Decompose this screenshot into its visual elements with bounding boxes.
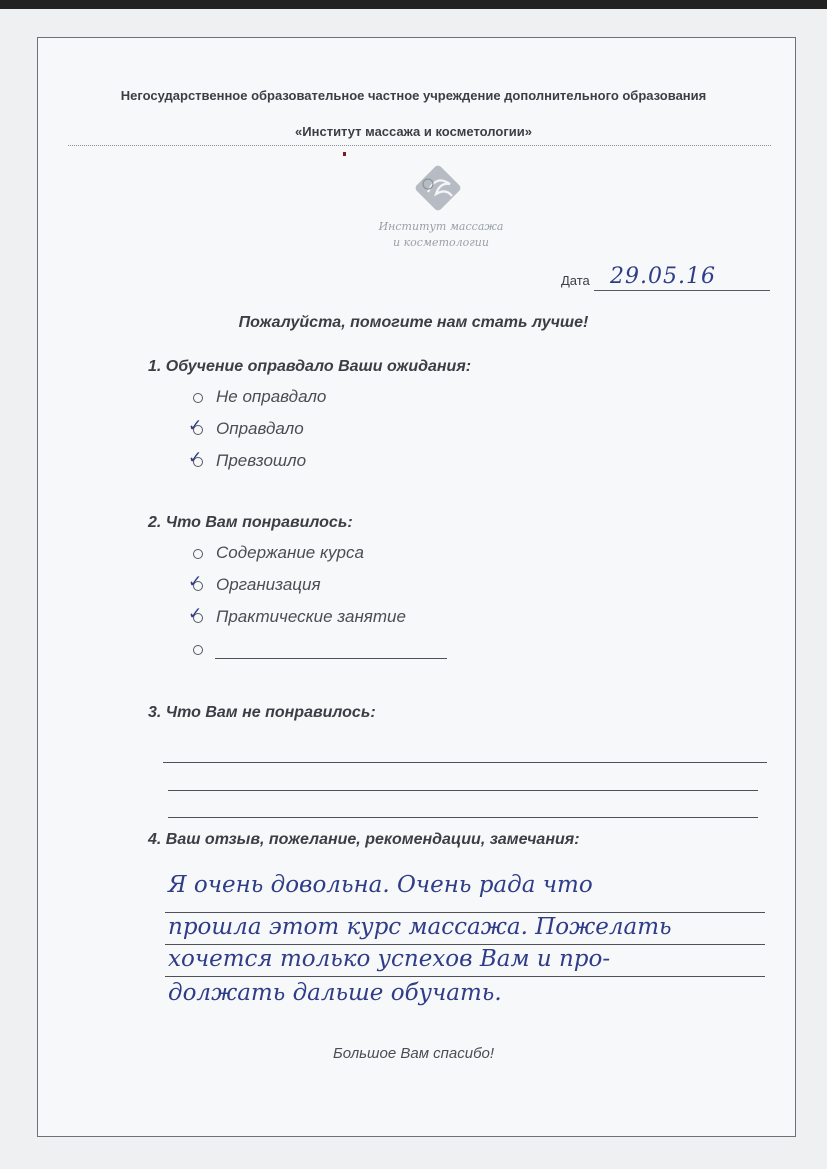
feedback-line-3[interactable]: хочется только успехов Вам и про- bbox=[168, 946, 611, 972]
answer-line-1[interactable] bbox=[163, 762, 767, 763]
institute-logo-icon bbox=[366, 160, 516, 255]
feedback-ruling-1 bbox=[165, 912, 765, 913]
other-option-blank[interactable] bbox=[215, 658, 447, 659]
radio-course-content[interactable] bbox=[193, 549, 203, 559]
option-exceeded: Превзошло bbox=[216, 451, 307, 470]
feedback-line-2[interactable]: прошла этот курс массажа. Пожелать bbox=[168, 914, 672, 940]
header-divider bbox=[68, 145, 771, 146]
option-not-met: Не оправдало bbox=[216, 387, 327, 406]
date-label: Дата bbox=[561, 273, 590, 288]
scan-top-edge bbox=[0, 0, 827, 9]
checkmark-icon: ✓ bbox=[188, 604, 203, 624]
radio-not-met[interactable] bbox=[193, 393, 203, 403]
organization-name: Негосударственное образовательное частное учреждение дополнительного образования bbox=[120, 88, 707, 103]
question-3-title: 3. Что Вам не понравилось: bbox=[148, 704, 376, 721]
feedback-line-1[interactable]: Я очень довольна. Очень рада что bbox=[168, 872, 593, 898]
feedback-line-4[interactable]: должать дальше обучать. bbox=[168, 980, 502, 1006]
checkmark-icon: ✓ bbox=[188, 448, 203, 468]
question-2-title: 2. Что Вам понравилось: bbox=[148, 514, 353, 531]
option-met: Оправдало bbox=[216, 419, 304, 438]
question-4-title: 4. Ваш отзыв, пожелание, рекомендации, замечания: bbox=[148, 831, 580, 848]
option-organization: Организация bbox=[216, 575, 321, 594]
form-subtitle: Пожалуйста, помогите нам стать лучше! bbox=[238, 314, 589, 331]
answer-line-3[interactable] bbox=[168, 817, 758, 818]
answer-line-2[interactable] bbox=[168, 790, 758, 791]
ink-dot bbox=[343, 152, 346, 156]
institute-name: «Институт массажа и косметологии» bbox=[295, 124, 532, 139]
institute-logo bbox=[366, 160, 516, 255]
checkmark-icon: ✓ bbox=[188, 416, 203, 436]
feedback-ruling-2 bbox=[165, 944, 765, 945]
logo-text-line2: и косметологии bbox=[393, 236, 489, 249]
thanks-message: Большое Вам спасибо! bbox=[332, 1045, 495, 1062]
date-underline bbox=[594, 290, 770, 291]
question-1-title: 1. Обучение оправдало Ваши ожидания: bbox=[148, 358, 472, 375]
option-practical: Практические занятие bbox=[216, 607, 406, 626]
date-value[interactable]: 29.05.16 bbox=[610, 264, 716, 289]
option-course-content: Содержание курса bbox=[216, 543, 364, 562]
checkmark-icon: ✓ bbox=[188, 572, 203, 592]
radio-other[interactable] bbox=[193, 645, 203, 655]
feedback-ruling-3 bbox=[165, 976, 765, 977]
logo-text-line1: Институт массажа bbox=[378, 220, 504, 233]
